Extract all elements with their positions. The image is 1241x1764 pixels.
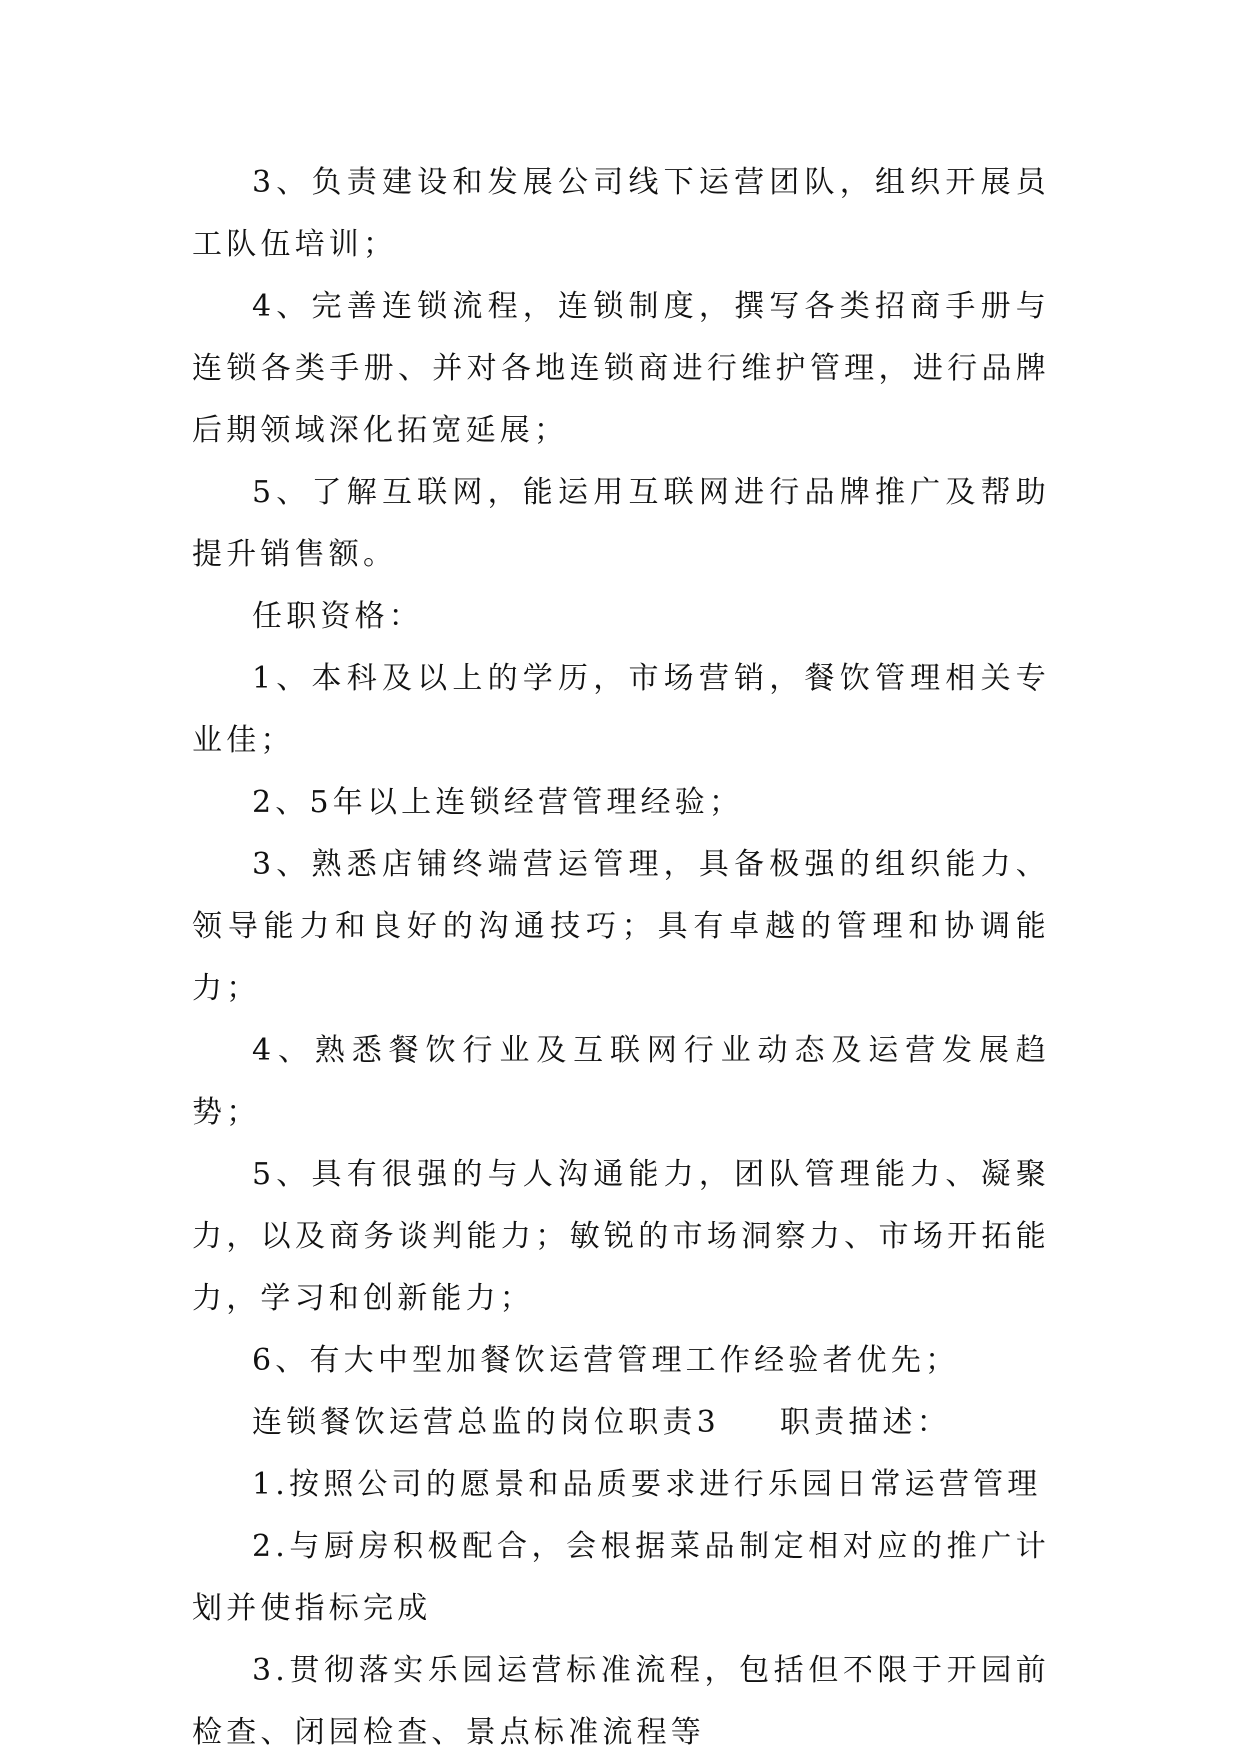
paragraph: 1、本科及以上的学历，市场营销，餐饮管理相关专业佳； — [192, 661, 1050, 758]
paragraph: 5、具有很强的与人沟通能力，团队管理能力、凝聚力，以及商务谈判能力；敏锐的市场洞察力、市场开拓能力，学习和创新能力； — [192, 1157, 1050, 1316]
paragraph: 2.与厨房积极配合，会根据菜品制定相对应的推广计划并使指标完成 — [192, 1529, 1050, 1626]
paragraph: 3、负责建设和发展公司线下运营团队，组织开展员工队伍培训； — [192, 165, 1050, 262]
document-body — [192, 152, 1050, 1764]
paragraph: 3、熟悉店铺终端营运管理，具备极强的组织能力、领导能力和良好的沟通技巧；具有卓越的管理和协调能力； — [192, 847, 1050, 1006]
section3-heading — [192, 1392, 1050, 1454]
paragraph: 5、了解互联网，能运用互联网进行品牌推广及帮助提升销售额。 — [192, 475, 1050, 572]
paragraph: 1.按照公司的愿景和品质要求进行乐园日常运营管理 — [252, 1467, 1042, 1502]
paragraph: 3.贯彻落实乐园运营标准流程，包括但不限于开园前检查、闭园检查、景点标准流程等 — [192, 1653, 1050, 1750]
section3-title: 连锁餐饮运营总监的岗位职责3 — [252, 1405, 720, 1440]
paragraph: 4、完善连锁流程，连锁制度，撰写各类招商手册与连锁各类手册、并对各地连锁商进行维护管理，进行品牌后期领域深化拓宽延展； — [192, 289, 1050, 448]
paragraph: 4、熟悉餐饮行业及互联网行业动态及运营发展趋势； — [192, 1033, 1050, 1130]
paragraph: 2、5年以上连锁经营管理经验； — [252, 785, 744, 820]
section-heading: 任职资格： — [252, 599, 423, 634]
section3-subtitle: 职责描述： — [779, 1405, 951, 1440]
paragraph: 6、有大中型加餐饮运营管理工作经验者优先； — [252, 1343, 960, 1378]
